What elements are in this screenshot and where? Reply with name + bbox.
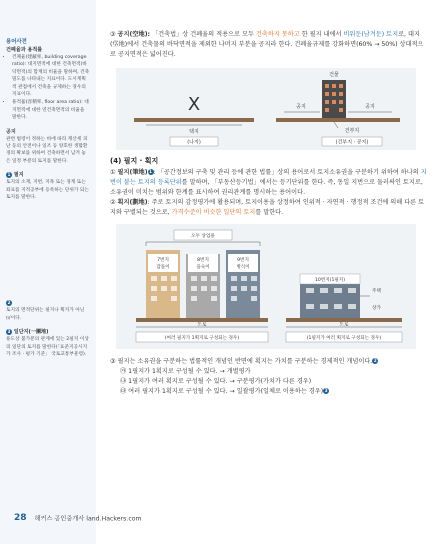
note-1-text: 토지의 소재, 지번, 지목 또는 경계 또는 좌표를 지적공부에 등록하는 단위가 되는 토지를 말한다. (6, 180, 89, 201)
label-commercial: 오두 상업용 (191, 234, 215, 239)
sub-item-b: ㉯ 1필지가 여러 획지로 구성될 수 있다. → 구분평가(가치가 다른 경우) (120, 378, 312, 385)
item-text: : 주로 토지의 감정평가에 활용되며, 토지이용을 상정하여 인위적 · 자연적 · 행정적 조건에 의해 다른 토지와 구별되는 것으로, (110, 199, 425, 216)
lot-7-owner: 갑돌이 (156, 265, 170, 270)
label-taekji: 택지 (189, 129, 199, 135)
ground-right (286, 318, 402, 322)
sub-item-a: ㉮ 1필지가 1획지로 구성될 수 있다. → 개별평가 (120, 368, 251, 375)
main-content (110, 30, 428, 397)
label-residential: 주택 (372, 289, 381, 294)
note-3-text: 용도상 불가분의 관계에 있는 2필지 이상의 일단의 토지를 말한다(「표준지공시지가 조사 · 평가 기준」 국토교통부훈령). (6, 337, 89, 358)
item-number: ③ (110, 31, 116, 38)
lot-9-owner: 병식이 (236, 265, 250, 270)
lot-8-owner: 을숙이 (196, 265, 210, 270)
item-text: : 「공간정보의 구축 및 관리 등에 관한 법률」상의 용어로서 토지소유권을 구분하기 위하여 하나의 (153, 169, 419, 176)
ground-left (134, 118, 254, 122)
item-pilji-vs-hoekji (110, 357, 428, 367)
footnote-badge: 2 (373, 358, 377, 363)
glossary-subtitle: 건폐율과 용적률 (6, 47, 43, 53)
note-3-badge: 3 (7, 328, 11, 334)
sidebar-glossary (0, 0, 96, 544)
term-gongji: 공지(空地): (117, 31, 150, 38)
lot-10-label: 10번지(1필지) (314, 278, 346, 283)
note-2-text: 토지의 면적단위는 필지나 획지가 아닌 ㎡이다. (6, 308, 85, 321)
road-right-label: 도로 (339, 322, 349, 328)
lot-8-number: 8번지 (197, 258, 209, 263)
section-heading-pilji: (4) 필지 · 획지 (110, 157, 159, 165)
item-number: ② (110, 199, 116, 206)
book-title: 해커스 공인중개사 land.Hackers.com (34, 515, 142, 523)
note-1-badge: 1 (7, 171, 11, 177)
term-pilji: 필지(筆地) (117, 169, 148, 176)
diagram-pilji-svg (116, 224, 416, 349)
term-hoekji: 획지(劃地) (117, 199, 148, 206)
label-building: 건물 (329, 72, 339, 78)
highlight-text: 지번이 붙는 토지의 등록단위 (110, 169, 427, 186)
item-number: ③ (110, 358, 116, 365)
label-geonbuji: 건부지 (344, 128, 360, 134)
page-footer (14, 513, 142, 523)
geonbuji-pointer (334, 122, 338, 128)
glossary-gongji-text: 관련 법령이 정하는 바에 따라 재산세 피난 등의 안전이나 일조 등 양호한 생활환경의 확보를 위하여 건축하면서 남겨 놓은 일정 부분의 토지를 말한다. (6, 136, 88, 164)
note-2-badge: 2 (7, 299, 11, 305)
label-gongji-left: 공지 (296, 104, 306, 110)
diagram-pilji-hoekji (116, 224, 416, 349)
caption-naji: (나지) (187, 139, 201, 146)
item-text: 를 말하며, 「부동산등기법」에서는 등기단위를 한다. 즉, 동일 지번으로 둘러싸인 토지로, 소유권이 미치는 범위와 한계를 표시하여 권리관계를 명시하는 용어이다. (110, 179, 423, 196)
ground-left (136, 318, 268, 322)
glossary-gongji-title: 공지 (6, 128, 16, 135)
glossary-bullet-coverage: • 건폐율(建蔽率, building coverage ratio): 대지면적에 대한 건축면적(바닥면적)의 합계의 비율을 말하며, 건축밀도를 나타내는 지표이다. 도시계획적 관점에서 건축을 규제하는 경우의 지표이다. (12, 54, 90, 98)
note-1-title: 필지 (13, 172, 24, 179)
note-3-title: 일단지(一團地) (13, 329, 49, 336)
item-gongji (110, 30, 428, 60)
diagram-gongji-svg (116, 68, 416, 150)
footnote-badge: 3 (324, 388, 328, 393)
sub-item-c-text: ㉰ 여러 필지가 1획지로 구성될 수 있다. → 일괄평가(일체로 이용하는 경우) (120, 388, 324, 395)
highlight-text: 비워둔(남겨둔) 토지 (343, 31, 399, 38)
item-text: 필지는 소유권을 구분하는 법률적인 개념인 반면에 획지는 가치를 구분하는 경제적인 개념이다. (117, 358, 373, 365)
x-mark: X (187, 94, 201, 115)
caption-single-pilji: (1필지가 여러 획지로 구성되는 경우) (306, 336, 382, 341)
item-hoekji (110, 198, 428, 218)
glossary-title: 용어사전 (6, 39, 27, 45)
item-text: 「건축법」상 건폐율의 적용으로 모두 (151, 31, 254, 38)
caption-geonbuji-gongji: (건부지 · 공지) (335, 139, 369, 146)
item-pilji (110, 168, 428, 198)
footnote-badge: 1 (149, 169, 152, 174)
label-gongji-right: 공지 (365, 104, 375, 110)
label-store: 상가 (372, 306, 381, 311)
caption-multi-pilji: (여러 필지가 1획지로 구성되는 경우) (164, 336, 240, 341)
item-number: ① (110, 169, 116, 176)
sub-item-c (110, 387, 428, 397)
road-left-label: 도로 (197, 322, 207, 328)
item-text: 를 말한다. (255, 209, 284, 216)
diagram-gongji (116, 68, 416, 150)
item-text: 한 필지 내에서 (301, 31, 342, 38)
item-text: 로, 대지(垈地)에서 건축물의 바닥면적을 제외한 나머지 부분을 공지라 한다. 건폐율규제를 강화하면(60% → 50%) 상대적으로 공지면적은 넓어진다. (110, 31, 424, 58)
ground-right (276, 118, 400, 122)
highlight-text: 가격수준이 비슷한 일단의 토지 (171, 209, 256, 216)
bracket-top (146, 242, 260, 246)
page-number: 28 (14, 513, 27, 523)
lot-9-number: 9번지 (237, 258, 249, 263)
glossary-bullet-far: • 용적률(容積率, floor area ratio): 대지면적에 대한 연건축면적의 비율을 말한다. (12, 99, 90, 121)
lot-7-number: 7번지 (157, 258, 169, 263)
highlight-text: 건축하지 못하고 (255, 31, 300, 38)
